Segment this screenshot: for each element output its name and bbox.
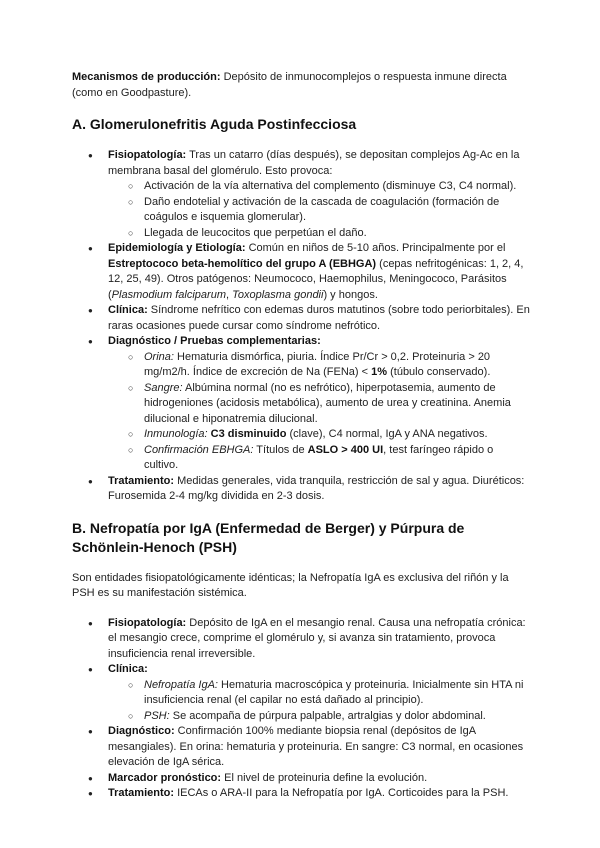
sub-item-psh <box>108 709 530 725</box>
item-text: Confirmación 100% mediante biopsia renal (depósitos de IgA mesangiales). En orina: hematuria y proteinuria. En sangre: C3 normal, en ocasiones elevación de IgA sérica. <box>108 725 524 768</box>
sub-label: Orina: <box>144 350 174 363</box>
sub-item: ○ Activación de la vía alternativa del complemento (disminuye C3, C4 normal). <box>108 179 530 195</box>
list-item-clinica-a <box>72 303 530 334</box>
item-text: El nivel de proteinuria define la evolución. <box>221 771 428 784</box>
item-text: (cepas nefritogénicas: 1, 2, 4, 12, 25, 49). Otros patógenos: Neumococo, Haemophilus, Meningococo, Parásitos ( <box>108 257 524 301</box>
list-item-clinica-b <box>72 662 530 724</box>
mechanisms-text: Depósito de inmunocomplejos o respuesta inmune directa (como en Goodpasture). <box>72 71 507 99</box>
item-text: Tras un catarro (días después), se depositan complejos Ag-Ac en la membrana basal del glomérulo. Esto provoca: <box>108 149 520 177</box>
item-text: Medidas generales, vida tranquila, restricción de sal y agua. Diuréticos: Furosemida 2-4 mg/kg dividida en 2-3 dosis. <box>108 474 525 502</box>
section-b-heading: B. Nefropatía por IgA (Enfermedad de Berger) y Púrpura de Schönlein-Henoch (PSH) <box>72 519 465 555</box>
section-a-list <box>72 148 530 505</box>
mechanisms-label: Mecanismos de producción: <box>72 71 221 83</box>
item-label: Diagnóstico / Pruebas complementarias: <box>108 335 321 347</box>
section-b-list <box>72 616 530 802</box>
sub-item-inmunologia <box>108 427 530 443</box>
sub-label: Sangre: <box>144 381 183 394</box>
sub-text: (túbulo conservado). <box>387 366 491 378</box>
list-item-tratamiento-b <box>72 786 530 802</box>
mechanisms-paragraph <box>72 70 530 101</box>
item-label: Tratamiento: <box>108 787 175 799</box>
section-a-heading: A. Glomerulonefritis Aguda Postinfecciosa <box>72 116 357 132</box>
sub-label: Confirmación EBHGA: <box>144 443 254 456</box>
list-item-marcador <box>72 771 530 787</box>
sub-text: Hematuria macroscópica y proteinuria. Inicialmente sin HTA ni insuficiencia renal (el capilar no está dañado al principio). <box>144 678 524 706</box>
sub-text: , test faríngeo rápido o cultivo. <box>144 443 494 471</box>
list-item-tratamiento-a <box>72 474 530 505</box>
pathogen-italic: Plasmodium falciparum <box>111 288 226 301</box>
item-text: Síndrome nefrítico con edemas duros matutinos (sobre todo periorbitales). En raras ocasiones puede cursar como síndrome nefrótico. <box>108 304 530 332</box>
item-label: Fisiopatología: <box>108 149 187 161</box>
list-item-fisiopatologia-b <box>72 616 530 663</box>
sub-bold: ASLO > 400 UI <box>307 443 384 456</box>
diagnostico-sublist <box>108 350 530 474</box>
item-label: Tratamiento: <box>108 474 175 487</box>
item-text: IECAs o ARA-II para la Nefropatía por IgA. Corticoides para la PSH. <box>174 787 509 799</box>
item-label: Marcador pronóstico: <box>108 771 222 784</box>
sub-text: Hematuria dismórfica, piuria. Índice Pr/Cr > 0,2. Proteinuria > 20 mg/m2/h. Índice de excreción de Na (FENa) < <box>144 350 491 378</box>
clinica-sublist <box>108 678 530 725</box>
list-item-epidemiologia <box>72 241 530 303</box>
list-item-fisiopatologia-a <box>72 148 530 241</box>
sub-item: ○ Daño endotelial y activación de la cascada de coagulación (formación de coágulos e isquemia glomerular). <box>108 195 530 226</box>
sub-text: Se acompaña de púrpura palpable, artralgias y dolor abdominal. <box>169 709 486 722</box>
sub-label: PSH: <box>144 709 170 722</box>
item-text: , <box>226 288 233 301</box>
item-label: Epidemiología y Etiología: <box>108 242 246 254</box>
sub-text: Títulos de <box>253 443 308 456</box>
sub-bold: C3 disminuido <box>210 428 287 440</box>
item-text: Común en niños de 5-10 años. Principalmente por el <box>245 242 506 254</box>
sub-item-sangre <box>108 381 530 428</box>
section-b-intro: Son entidades fisiopatológicamente idénticas; la Nefropatía IgA es exclusiva del riñón y la PSH es su manifestación sistémica. <box>72 571 509 599</box>
pathogen-italic: Toxoplasma gondii <box>232 288 324 301</box>
item-label: Clínica: <box>108 304 148 316</box>
sub-label: Inmunología: <box>144 428 208 440</box>
sub-item-confirmacion <box>108 443 530 474</box>
sub-label: Nefropatía IgA: <box>144 678 218 691</box>
list-item-diagnostico-a <box>72 334 530 474</box>
sub-text: Albúmina normal (no es nefrótico), hiperpotasemia, aumento de hidrogeniones (acidosis metabólica), aumento de urea y creatinina. Anemia dilucional e hiponatremia dilucional. <box>144 381 511 425</box>
sub-item-nefropatia <box>108 678 530 709</box>
item-text: Depósito de IgA en el mesangio renal. Causa una nefropatía crónica: el mesangio crece, comprime el glomérulo y, si avanza sin tratamiento, provoca insuficiencia renal irreversible. <box>108 616 526 660</box>
item-text: ) y hongos. <box>323 288 378 301</box>
item-label: Fisiopatología: <box>108 616 187 629</box>
list-item-diagnostico-b <box>72 724 530 771</box>
sub-text: (clave), C4 normal, IgA y ANA negativos. <box>286 428 488 440</box>
item-label: Diagnóstico: <box>108 725 175 737</box>
sub-item-orina <box>108 350 530 381</box>
item-label: Clínica: <box>108 663 148 675</box>
fisiopatologia-sublist <box>108 179 530 241</box>
pathogen-bold: Estreptococo beta-hemolítico del grupo A (EBHGA) <box>108 257 377 270</box>
sub-bold: 1% <box>371 366 388 378</box>
sub-item: ○ Llegada de leucocitos que perpetúan el daño. <box>108 226 530 242</box>
